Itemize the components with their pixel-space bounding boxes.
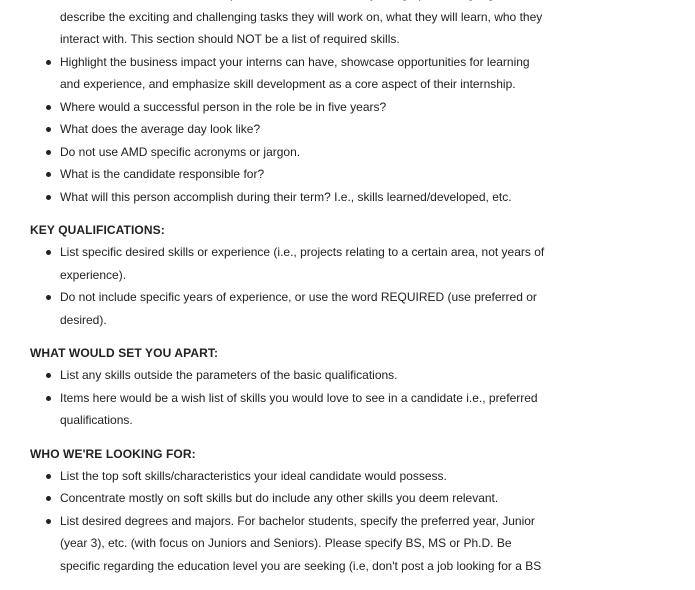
key-qualifications-heading: KEY QUALIFICATIONS:	[30, 223, 165, 237]
list-item: Items here would be a wish list of skills you would love to see in a candidate i.e., preferred qualifications.	[0, 387, 550, 432]
list-item: Do not include specific years of experience, or use the word REQUIRED (use preferred or desired).	[0, 286, 550, 331]
list-item: List desired degrees and majors. For bachelor students, specify the preferred year, Junior (year 3), etc. (with focus on Juniors and Seniors). Please specify BS, MS or Ph.D. Be specific regarding the education level you are seeking (i.e, don't post a job looking for a BS	[0, 510, 550, 578]
list-item: List the top soft skills/characteristics your ideal candidate would possess.	[0, 465, 550, 488]
list-item: Do not use AMD specific acronyms or jargon.	[0, 141, 550, 164]
key-qualifications-list	[0, 241, 695, 331]
list-item: Concentrate mostly on soft skills but do include any other skills you deem relevant.	[0, 487, 550, 510]
list-item: What will this person accomplish during their term? I.e., skills learned/developed, etc.	[0, 186, 550, 209]
set-you-apart-heading: WHAT WOULD SET YOU APART:	[30, 346, 219, 360]
list-item: List specific desired skills or experience (i.e., projects relating to a certain area, not years of experience).	[0, 241, 550, 286]
intro-bullet-list	[0, 0, 695, 208]
list-item: Where would a successful person in the role be in five years?	[0, 96, 550, 119]
set-you-apart-list	[0, 364, 695, 432]
who-we-are-looking-for-list	[0, 465, 695, 578]
list-item: What is the candidate responsible for?	[0, 163, 550, 186]
list-item: describe the exciting and challenging tasks they will work on, what they will learn, who they interact with. This section should NOT be a list of required skills.	[0, 0, 550, 51]
list-item: List any skills outside the parameters of the basic qualifications.	[0, 364, 550, 387]
list-item: What does the average day look like?	[0, 118, 550, 141]
who-we-are-looking-for-heading: WHO WE'RE LOOKING FOR:	[30, 446, 196, 461]
list-item: Highlight the business impact your interns can have, showcase opportunities for learning and experience, and emphasize skill development as a core aspect of their internship.	[0, 51, 550, 96]
